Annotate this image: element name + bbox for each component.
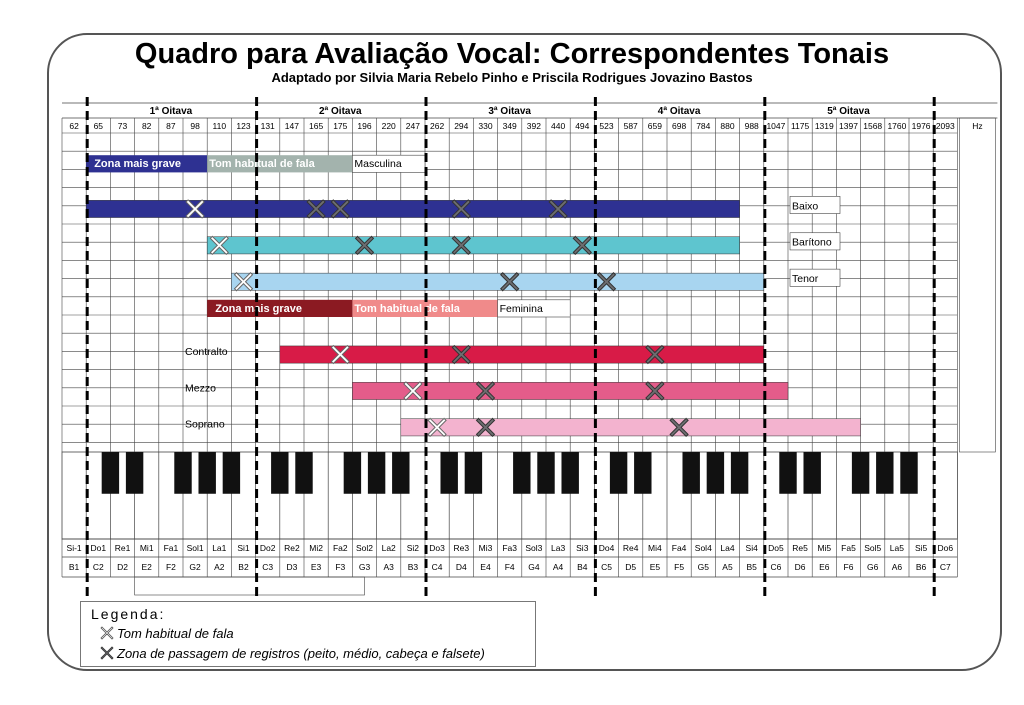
voice-label-barítono: Barítono xyxy=(792,236,832,249)
hz-value: 196 xyxy=(357,121,372,131)
note-name-en: B4 xyxy=(577,562,588,572)
note-name-en: D6 xyxy=(794,562,806,572)
note-name-pt: Fa2 xyxy=(332,543,348,553)
note-name-pt: La1 xyxy=(212,543,227,553)
note-name-pt: Fa1 xyxy=(163,543,179,553)
hz-value: 131 xyxy=(260,121,275,131)
hz-unit: Hz xyxy=(972,121,983,131)
voice-bar-female-2 xyxy=(401,419,861,436)
note-name-en: B2 xyxy=(238,562,249,572)
note-name-pt: Si4 xyxy=(745,543,758,553)
octave-label: 5ª Oitava xyxy=(827,106,870,117)
hz-value: 82 xyxy=(141,121,152,131)
black-key xyxy=(779,452,796,494)
note-name-pt: Do5 xyxy=(768,543,784,553)
note-name-pt: Re4 xyxy=(622,543,639,553)
hz-value: 87 xyxy=(166,121,176,131)
note-name-pt: Do3 xyxy=(429,543,445,553)
note-name-en: C5 xyxy=(601,562,612,572)
page-title: Quadro para Avaliação Vocal: Correspondentes Tonais xyxy=(134,38,890,70)
note-name-en: A4 xyxy=(552,562,564,572)
note-name-pt: Mi4 xyxy=(648,543,662,553)
hz-value: 1319 xyxy=(814,121,834,131)
black-key xyxy=(126,452,143,494)
hz-value: 698 xyxy=(672,121,687,131)
octave-label: 1ª Oitava xyxy=(149,106,193,117)
note-name-en: C3 xyxy=(262,562,274,572)
legend-row-habitual xyxy=(99,625,234,641)
hz-value: 1760 xyxy=(887,121,907,131)
note-name-pt: Si1 xyxy=(237,543,250,553)
note-name-en: B3 xyxy=(407,562,419,572)
note-name-en: A3 xyxy=(383,562,394,572)
hz-value: 330 xyxy=(478,121,493,131)
note-name-en: C2 xyxy=(92,562,104,572)
black-key xyxy=(707,452,724,494)
note-name-pt: Mi5 xyxy=(817,543,832,553)
note-name-pt: Mi2 xyxy=(309,543,323,553)
voice-bar-1 xyxy=(207,237,739,254)
note-name-en: E4 xyxy=(480,562,491,572)
black-key xyxy=(392,452,409,494)
black-key xyxy=(900,452,917,494)
note-name-en: E2 xyxy=(141,562,152,572)
note-name-pt: Re2 xyxy=(284,543,300,553)
voice-label-soprano: Soprano xyxy=(185,418,225,431)
note-name-en: G6 xyxy=(867,562,879,572)
black-key xyxy=(198,452,215,494)
female-header: Feminina xyxy=(499,302,543,315)
black-key xyxy=(513,452,530,494)
hz-value: 247 xyxy=(405,121,420,131)
note-name-pt: Do2 xyxy=(259,543,276,553)
keyboard-base xyxy=(62,452,957,539)
black-key xyxy=(561,452,578,494)
note-name-pt: La2 xyxy=(381,543,396,553)
note-name-pt: Fa3 xyxy=(502,543,518,553)
note-name-en: B5 xyxy=(746,562,757,572)
octave-label: 4ª Oitava xyxy=(657,106,701,117)
note-name-pt: Sol5 xyxy=(864,543,882,553)
note-name-en: F2 xyxy=(165,562,176,572)
black-key xyxy=(344,452,361,494)
note-name-en: E5 xyxy=(649,562,661,572)
hz-value: 1397 xyxy=(839,121,858,131)
voice-bar-female-0 xyxy=(280,346,764,363)
note-name-pt: Do1 xyxy=(90,543,107,553)
legend-row-passage xyxy=(99,645,485,661)
legend-title: Legenda: xyxy=(91,606,166,622)
piano-keyboard xyxy=(62,452,957,539)
male-zone-label: Zona mais grave xyxy=(94,158,182,171)
hz-value: 784 xyxy=(696,121,711,131)
note-name-en: G3 xyxy=(358,562,371,572)
hz-value: 1175 xyxy=(790,121,810,131)
hz-value: 262 xyxy=(430,121,445,131)
voice-label-tenor: Tenor xyxy=(792,273,819,286)
note-name-pt: Sol4 xyxy=(694,543,712,553)
note-name-en: C4 xyxy=(431,562,443,572)
note-name-en: D3 xyxy=(286,562,298,572)
note-name-pt: Sol3 xyxy=(525,543,543,553)
black-key xyxy=(682,452,699,494)
note-name-pt: Re1 xyxy=(114,543,131,553)
hz-value: 294 xyxy=(454,121,469,131)
note-name-en: D2 xyxy=(117,562,128,572)
note-name-pt: Mi3 xyxy=(478,543,493,553)
note-name-en: G5 xyxy=(697,562,709,572)
gray-x-icon xyxy=(99,645,115,661)
hz-value: 659 xyxy=(647,121,662,131)
octave-label: 2ª Oitava xyxy=(318,106,362,117)
hz-value: 175 xyxy=(333,121,348,131)
octave-label: 3ª Oitava xyxy=(488,106,532,117)
black-key xyxy=(465,452,482,494)
hz-value: 1568 xyxy=(863,121,883,131)
hz-value: 110 xyxy=(212,121,227,131)
note-name-pt: Do4 xyxy=(598,543,615,553)
hz-value: 98 xyxy=(190,121,200,131)
note-name-pt: Si5 xyxy=(914,543,928,553)
note-name-pt: Re5 xyxy=(792,543,808,553)
legend-passage-label: Zona de passagem de registros (peito, médio, cabeça e falsete) xyxy=(117,645,485,661)
note-name-pt: Fa5 xyxy=(841,543,856,553)
black-key xyxy=(102,452,119,494)
hz-value: 147 xyxy=(284,121,299,131)
note-name-pt: Sol1 xyxy=(186,543,204,553)
note-name-pt: Si-1 xyxy=(66,543,82,553)
hz-value: 65 xyxy=(93,121,104,131)
hz-value: 988 xyxy=(744,121,759,131)
note-name-en: C7 xyxy=(939,562,951,572)
note-name-pt: Si2 xyxy=(406,543,420,553)
hz-value: 494 xyxy=(575,121,590,131)
page-subtitle: Adaptado por Silvia Maria Rebelo Pinho e Priscila Rodrigues Jovazino Bastos xyxy=(271,70,753,85)
note-name-pt: La3 xyxy=(551,543,566,553)
black-key xyxy=(610,452,627,494)
female-zone-label: Zona mais grave xyxy=(215,302,303,315)
black-key xyxy=(731,452,748,494)
voice-label-mezzo: Mezzo xyxy=(185,382,216,395)
note-name-en: F5 xyxy=(674,562,685,572)
male-habitual-label: Tom habitual de fala xyxy=(209,158,315,171)
hz-value: 523 xyxy=(599,121,614,131)
hz-value: 165 xyxy=(309,121,324,131)
white-x-icon xyxy=(99,625,115,641)
male-header: Masculina xyxy=(354,158,402,171)
black-key xyxy=(803,452,820,494)
note-name-pt: Sol2 xyxy=(355,543,374,553)
note-name-en: G2 xyxy=(189,562,201,572)
note-name-pt: La5 xyxy=(889,543,904,553)
note-name-en: D4 xyxy=(455,562,467,572)
note-name-en: E3 xyxy=(310,562,322,572)
legend-box xyxy=(80,601,536,667)
hz-value: 349 xyxy=(502,121,517,131)
voice-bar-2 xyxy=(231,273,763,290)
note-name-en: B1 xyxy=(68,562,80,572)
hz-value: 587 xyxy=(623,121,638,131)
hz-value: 2093 xyxy=(935,121,955,131)
note-name-en: F3 xyxy=(335,562,346,572)
hz-value: 73 xyxy=(117,121,128,131)
legend-habitual-label: Tom habitual de fala xyxy=(117,625,234,641)
hz-value: 1047 xyxy=(766,121,786,131)
black-key xyxy=(440,452,457,494)
note-name-pt: Si3 xyxy=(576,543,589,553)
black-key xyxy=(223,452,240,494)
note-name-en: C6 xyxy=(770,562,782,572)
hz-value: 880 xyxy=(720,121,735,131)
note-name-en: A2 xyxy=(214,562,225,572)
note-name-en: A6 xyxy=(891,562,903,572)
voice-label-baixo: Baixo xyxy=(792,200,819,213)
black-key xyxy=(634,452,651,494)
black-key xyxy=(174,452,191,494)
black-key xyxy=(368,452,385,494)
note-name-pt: Re3 xyxy=(453,543,470,553)
black-key xyxy=(876,452,893,494)
hz-value: 123 xyxy=(236,121,251,131)
note-name-en: F6 xyxy=(843,562,854,572)
voice-label-contralto: Contralto xyxy=(185,345,228,358)
hz-value: 440 xyxy=(551,121,566,131)
black-key xyxy=(271,452,288,494)
female-habitual-label: Tom habitual de fala xyxy=(354,302,460,315)
note-name-pt: La4 xyxy=(720,543,735,553)
note-name-pt: Do6 xyxy=(937,543,954,553)
hz-value: 220 xyxy=(381,121,396,131)
black-key xyxy=(295,452,312,494)
note-name-en: D5 xyxy=(625,562,637,572)
note-name-en: B6 xyxy=(915,562,927,572)
voice-bar-0 xyxy=(86,200,739,217)
hz-value: 392 xyxy=(526,121,541,131)
hz-value: 1976 xyxy=(911,121,931,131)
note-name-pt: Fa4 xyxy=(671,543,687,553)
note-name-pt: Mi1 xyxy=(139,543,154,553)
black-key xyxy=(537,452,554,494)
hz-value: 62 xyxy=(69,121,79,131)
black-key xyxy=(852,452,869,494)
note-name-en: F4 xyxy=(504,562,515,572)
note-name-en: G4 xyxy=(528,562,540,572)
note-name-en: E6 xyxy=(819,562,830,572)
note-name-en: A5 xyxy=(722,562,733,572)
